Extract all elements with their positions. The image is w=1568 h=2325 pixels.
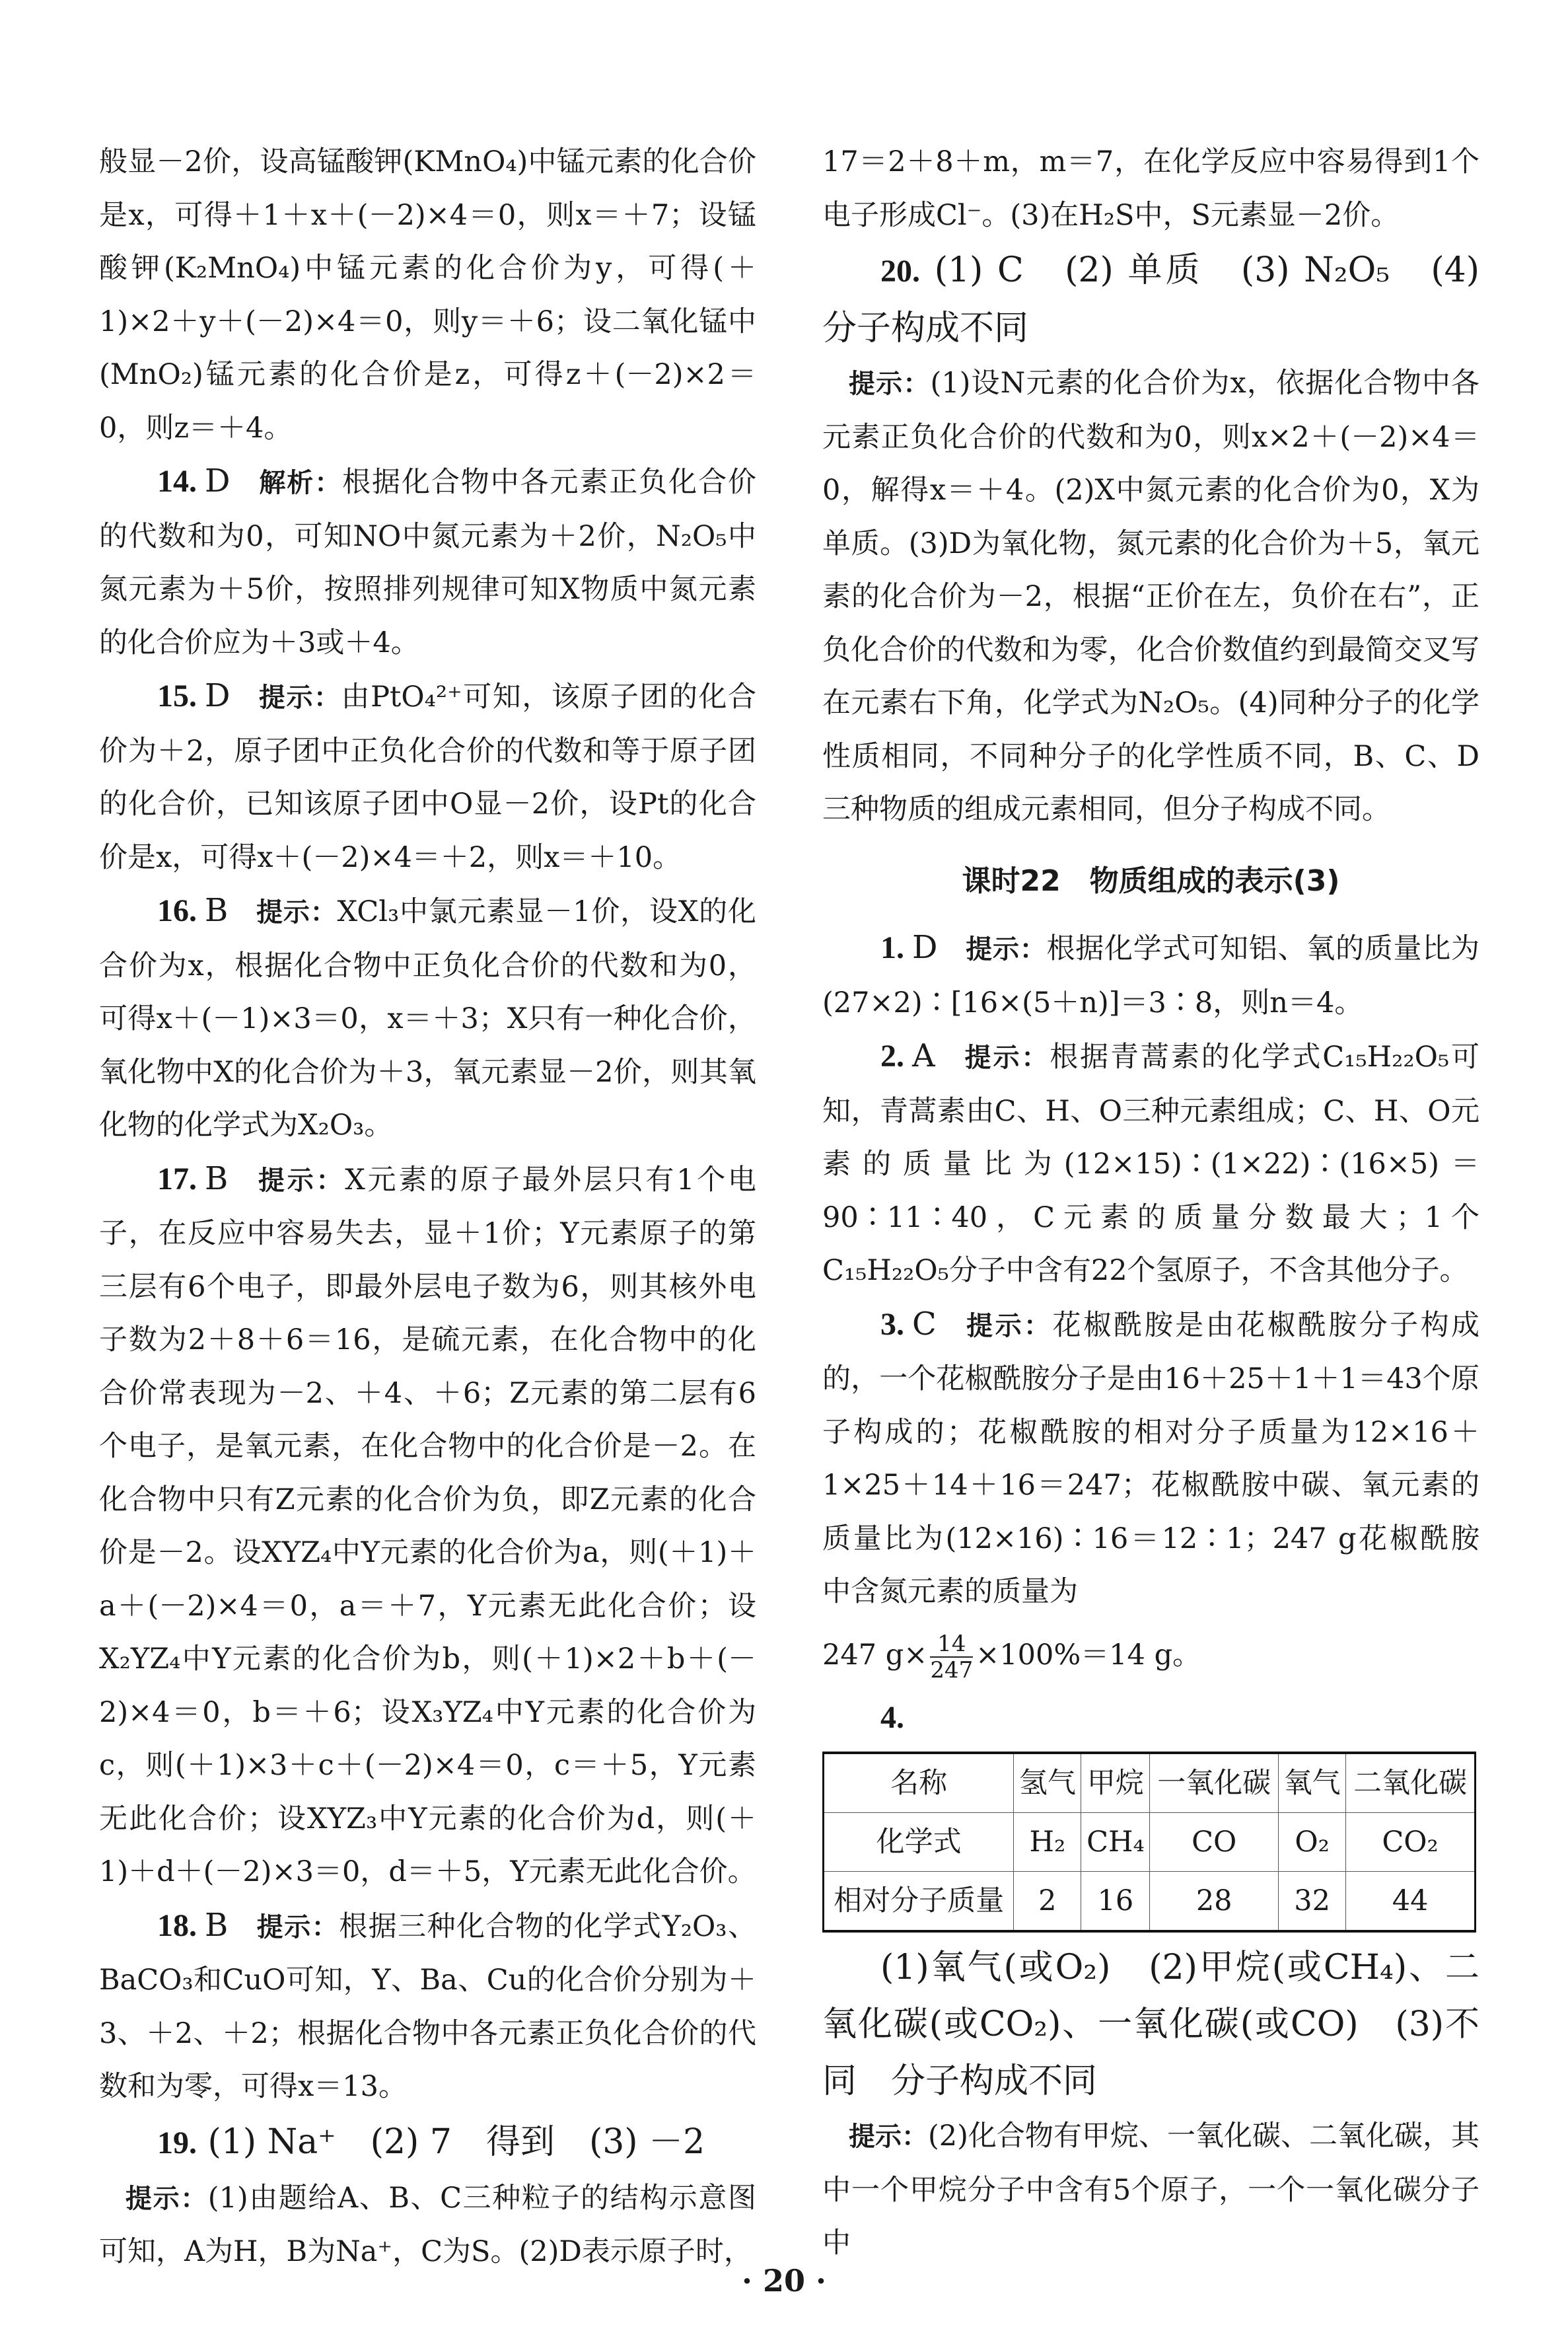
table-cell: 一氧化碳 [1150, 1753, 1279, 1813]
table-cell: 2 [1014, 1872, 1081, 1932]
item-number: 1. [880, 930, 904, 965]
page-number: · 20 · [741, 2263, 827, 2299]
answer-item-18 [99, 1899, 756, 2114]
item-answer: D [205, 677, 231, 714]
item-answer: B [205, 1160, 229, 1197]
table-cell: 二氧化碳 [1346, 1753, 1476, 1813]
table-cell: CO₂ [1346, 1813, 1476, 1872]
fraction-numerator: 14 [937, 1630, 966, 1657]
item-label: 提示： [256, 1911, 339, 1942]
continued-paragraph: 17＝2＋8＋m，m＝7，在化学反应中容易得到1个电子形成Cl⁻。(3)在H₂S中，S元素显－2价。 [822, 145, 1479, 232]
item-number: 2. [880, 1039, 904, 1074]
item-answer: D [912, 929, 938, 966]
item-text: (1)由题给A、B、C三种粒子的结构示意图可知，A为H，B为Na⁺，C为S。(2)D表示原子时， [99, 2181, 757, 2268]
answer-item-15 [99, 669, 756, 884]
table-cell: O₂ [1279, 1813, 1346, 1872]
item-text: 花椒酰胺是由花椒酰胺分子构成的，一个花椒酰胺分子是由16＋25＋1＋1＝43个原子构成的；花椒酰胺的相对分子质量为12×16＋1×25＋14＋16＝247；花椒酰胺中碳、氧元素的质量比为(12×16)∶16＝12∶1；247 g花椒酰胺中含氮元素的质量为 [822, 1308, 1480, 1608]
continued-paragraph: 般显－2价，设高锰酸钾(KMnO₄)中锰元素的化合价是x，可得＋1＋x＋(－2)×4＝0，则x＝＋7；设锰酸钾(K₂MnO₄)中锰元素的化合价为y，可得(＋1)×2＋y＋(－2)×4＝0，则y＝＋6；设二氧化锰中(MnO₂)锰元素的化合价是z，可得z＋(－2)×2＝0，则z＝＋4。 [99, 145, 756, 445]
item-text: X元素的原子最外层只有1个电子，在反应中容易失去，显＋1价；Y元素原子的第三层有6个电子，即最外层电子数为6，则其核外电子数为2＋8＋6＝16，是硫元素，在化合物中的化合价常表现为－2、＋4、＋6；Z元素的第二层有6个电子，是氧元素，在化合物中的化合价是－2。在化合物中只有Z元素的化合价为负，即Z元素的化合价是－2。设XYZ₄中Y元素的化合价为a，则(＋1)＋a＋(－2)×4＝0，a＝＋7，Y元素无此化合价；设X₂YZ₄中Y元素的化合价为b，则(＋1)×2＋b＋(－2)×4＝0，b＝＋6；设X₃YZ₄中Y元素的化合价为c，则(＋1)×3＋c＋(－2)×4＝0，c＝＋5，Y元素无此化合价；设XYZ₃中Y元素的化合价为d，则(＋1)＋d＋(－2)×3＝0，d＝＋5，Y元素无此化合价。 [99, 1163, 756, 1888]
fraction-denominator: 247 [930, 1656, 974, 1683]
item-answer: (1) C (2) 单质 (3) N₂O₅ (4) 分子构成不同 [822, 250, 1479, 348]
table-cell: H₂ [1014, 1813, 1081, 1872]
item-answer: (1) Na⁺ (2) 7 得到 (3) －2 [207, 2122, 705, 2162]
table-row [824, 1872, 1476, 1932]
table-cell: 28 [1150, 1872, 1279, 1932]
answer-item-20 [822, 242, 1479, 357]
item-text: 根据化学式可知铝、氧的质量比为(27×2)∶[16×(5＋n)]＝3∶8，则n＝4。 [822, 932, 1480, 1019]
hint-4 [822, 2110, 1479, 2270]
answer-item-3 [822, 1298, 1479, 1619]
table-cell: 44 [1346, 1872, 1476, 1932]
item-label: 提示： [965, 934, 1047, 965]
answer-item-2 [822, 1029, 1479, 1298]
left-column [99, 135, 756, 2279]
answer-item-1 [822, 921, 1479, 1029]
table-cell: 名称 [824, 1753, 1014, 1813]
item-label: 提示： [962, 1043, 1050, 1073]
item-number: 18. [157, 1907, 197, 1943]
right-column [822, 135, 1479, 2270]
item-label: 提示： [125, 2183, 208, 2214]
answer-item-4 [822, 1691, 1479, 1746]
item-label: 提示： [849, 369, 931, 399]
item-label: 提示： [258, 683, 341, 713]
item-text: 由PtO₄²⁺可知，该原子团的化合价为＋2，原子团中正负化合价的代数和等于原子团的化合价，已知该原子团中O显－2价，设Pt的化合价是x，可得x＋(－2)×4＝＋2，则x＝＋10。 [99, 681, 757, 874]
item-text: 根据青蒿素的化学式C₁₅H₂₂O₅可知，青蒿素由C、H、O三种元素组成；C、H、O元素的质量比为(12×15)∶(1×22)∶(16×5)＝90∶11∶40，C元素的质量分数最大；1个C₁₅H₂₂O₅分子中含有22个氢原子，不含其他分子。 [822, 1041, 1480, 1287]
table-row [824, 1753, 1476, 1813]
item-number: 4. [880, 1699, 904, 1735]
answer-4-text: (1)氧气(或O₂) (2)甲烷(或CH₄)、二氧化碳(或CO₂)、一氧化碳(或CO) (3)不同 分子构成不同 [822, 1948, 1479, 2101]
table-cell: 相对分子质量 [824, 1872, 1014, 1932]
hint-20 [822, 357, 1479, 836]
item-label: 提示： [256, 1165, 345, 1196]
section-heading: 课时22 物质组成的表示(3) [962, 864, 1340, 898]
item-number: 17. [157, 1161, 197, 1197]
item-answer: A [912, 1037, 935, 1074]
table-cell: 甲烷 [1081, 1753, 1150, 1813]
item-answer: D [205, 462, 231, 499]
item-number: 14. [157, 464, 197, 499]
item-label: 提示： [256, 897, 338, 928]
answer-item-14 [99, 455, 756, 669]
table-cell: CH₄ [1081, 1813, 1150, 1872]
table-cell: 16 [1081, 1872, 1150, 1932]
item-number: 3. [880, 1306, 904, 1342]
calculation-line [822, 1619, 1479, 1691]
answer-item-16 [99, 884, 756, 1152]
item-answer: C [912, 1305, 937, 1343]
answer-item-17 [99, 1152, 756, 1899]
item-number: 15. [157, 679, 197, 714]
item-answer: B [205, 892, 229, 929]
molecule-table [822, 1752, 1476, 1933]
item-text: 根据三种化合物的化学式Y₂O₃、BaCO₃和CuO可知，Y、Ba、Cu的化合价分别为＋3、＋2、＋2；根据化合物中各元素正负化合价的代数和为零，可得x＝13。 [99, 1909, 756, 2103]
item-answer: B [205, 1906, 229, 1944]
item-number: 20. [880, 254, 920, 289]
item-text: (2)化合物有甲烷、一氧化碳、二氧化碳，其中一个甲烷分子中含有5个原子，一个一氧化碳分子中 [822, 2120, 1479, 2260]
item-label: 提示： [849, 2122, 929, 2152]
calc-prefix: 247 g× [822, 1638, 928, 1672]
item-number: 19. [157, 2125, 197, 2160]
table-cell: 氧气 [1279, 1753, 1346, 1813]
table-cell: 氢气 [1014, 1753, 1081, 1813]
fraction [930, 1631, 973, 1683]
table-cell: 化学式 [824, 1813, 1014, 1872]
item-number: 16. [157, 893, 197, 928]
item-label: 解析： [258, 468, 343, 498]
table-row [824, 1813, 1476, 1872]
table-cell: 32 [1279, 1872, 1346, 1932]
item-text: 根据化合物中各元素正负化合价的代数和为0，可知NO中氮元素为＋2价，N₂O₅中氮元素为＋5价，按照排列规律可知X物质中氮元素的化合价应为＋3或＋4。 [99, 466, 757, 659]
calc-suffix: ×100%＝14 g。 [976, 1638, 1201, 1672]
item-label: 提示： [964, 1310, 1053, 1341]
item-text: (1)设N元素的化合价为x，依据化合物中各元素正负化合价的代数和为0，则x×2＋(－2)×4＝0，解得x＝＋4。(2)X中氮元素的化合价为0，X为单质。(3)D为氧化物，氮元素的化合价为＋5，氧元素的化合价为－2，根据“正价在左，负价在右”，正负化合价的代数和为零，化合价数值约到最简交叉写在元素右下角，化学式为N₂O₅。(4)同种分子的化学性质相同，不同种分子的化学性质不同，B、C、D三种物质的组成元素相同，但分子构成不同。 [822, 367, 1479, 826]
item-text: XCl₃中氯元素显－1价，设X的化合价为x，根据化合物中正负化合价的代数和为0，可得x＋(－1)×3＝0，x＝＋3；X只有一种化合价，氧化物中X的化合价为＋3，氧元素显－2价，则其氧化物的化学式为X₂O₃。 [99, 895, 756, 1142]
answer-item-19 [99, 2114, 756, 2172]
table-cell: CO [1150, 1813, 1279, 1872]
